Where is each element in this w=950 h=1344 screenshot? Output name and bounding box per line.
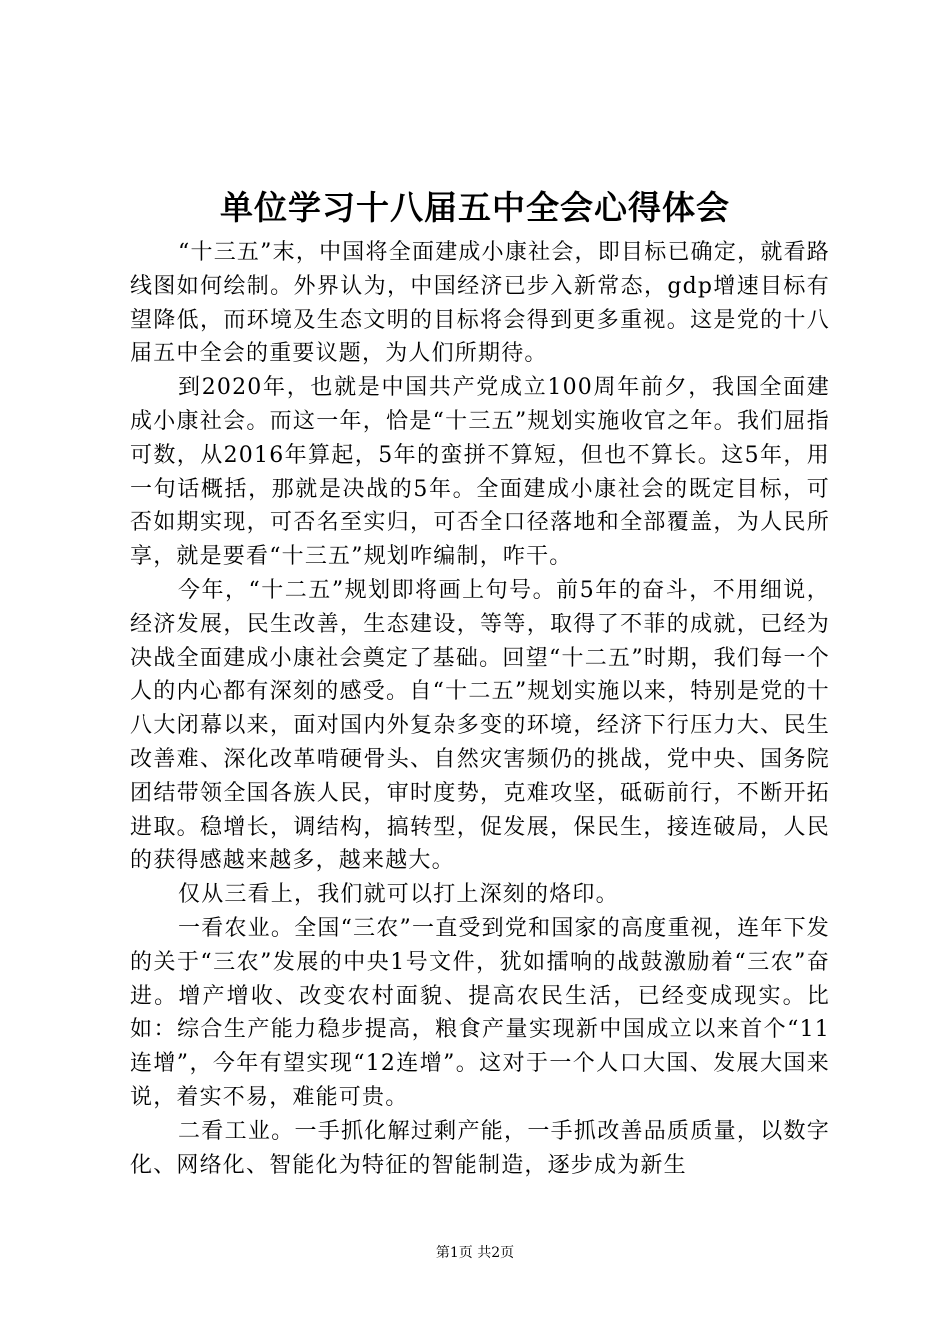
- paragraph: 仅从三看上，我们就可以打上深刻的烙印。: [178, 882, 619, 908]
- paragraph: 二看工业。一手抓化解过剩产能，一手抓改善品质质量，以数字化、网络化、智能化为特征的智能制造，逐步成为新生: [130, 1118, 830, 1178]
- paragraph: 今年，“十二五”规划即将画上句号。前5年的奋斗，不用细说，经济发展，民生改善，生态建设，等等，取得了不菲的成就，已经为决战全面建成小康社会奠定了基础。回望“十二五”时期，我们每一个人的内心都有深刻的感受。自“十二五”规划实施以来，特别是党的十八大闭幕以来，面对国内外复杂多变的环境，经济下行压力大、民生改善难、深化改革啃硬骨头、自然灾害频仍的挑战，党中央、国务院团结带领全国各族人民，审时度势，克难攻坚，砥砺前行，不断开拓进取。稳增长，调结构，搞转型，促发展，保民生，接连破局，人民的获得感越来越多，越来越大。: [130, 577, 830, 874]
- document-title: 单位学习十八届五中全会心得体会: [220, 188, 730, 227]
- paragraph: 一看农业。全国“三农”一直受到党和国家的高度重视，连年下发的关于“三农”发展的中央1号文件，犹如擂响的战鼓激励着“三农”奋进。增产增收、改变农村面貌、提高农民生活，已经变成现实。比如：综合生产能力稳步提高，粮食产量实现新中国成立以来首个“11连增”，今年有望实现“12连增”。这对于一个人口大国、发展大国来说，着实不易，难能可贵。: [130, 915, 830, 1110]
- page-footer: 第1页 共2页: [435, 1245, 515, 1261]
- document-body: [130, 236, 830, 1182]
- paragraph: 到2020年，也就是中国共产党成立100周年前夕，我国全面建成小康社会。而这一年，恰是“十三五”规划实施收官之年。我们屈指可数，从2016年算起，5年的蛮拼不算短，但也不算长。这5年，用一句话概括，那就是决战的5年。全面建成小康社会的既定目标，可否如期实现，可否名至实归，可否全口径落地和全部覆盖，为人民所享，就是要看“十三五”规划咋编制，咋干。: [130, 375, 830, 570]
- paragraph: “十三五”末，中国将全面建成小康社会，即目标已确定，就看路线图如何绘制。外界认为，中国经济已步入新常态，gdp增速目标有望降低，而环境及生态文明的目标将会得到更多重视。这是党的十八届五中全会的重要议题，为人们所期待。: [130, 240, 830, 367]
